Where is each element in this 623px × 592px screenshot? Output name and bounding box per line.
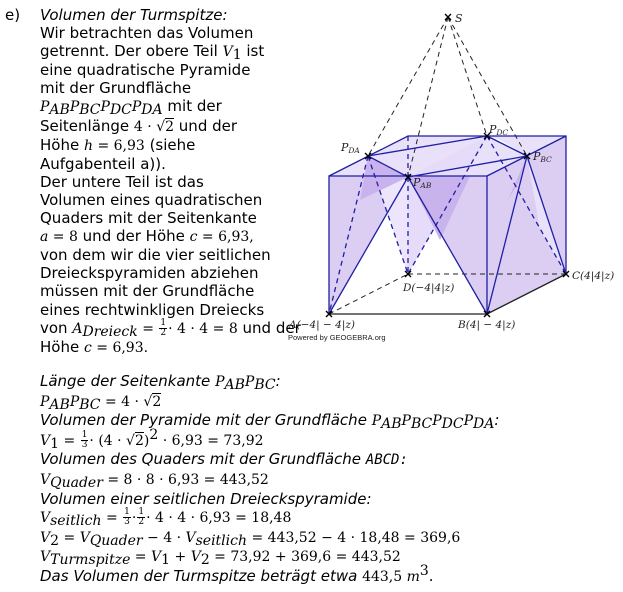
intro-text: [40, 6, 301, 357]
equation-line: $V_{Quader} = 8 \cdot 8 \cdot 6,93 = 443,52$: [40, 471, 269, 491]
calculation-block: [40, 372, 600, 587]
label-PBC: PBC: [533, 150, 552, 164]
label-D: D(−4|4|z): [403, 282, 455, 294]
exercise-label: e): [5, 6, 21, 24]
text-line: Höhe h = 6,93 (siehe: [40, 135, 196, 154]
text-line: von $A_{Dreieck}$ = $\frac{1}{2}$ · 4 · 4 = 8 und der: [40, 317, 301, 340]
section-heading: Volumen der Pyramide mit der Grundfläche $P_{AB}P_{BC}P_{DC}P_{DA}$:: [40, 411, 500, 433]
text-line: Volumen eines quadratischen: [40, 190, 263, 209]
label-S: S: [455, 12, 463, 25]
text-line: Quaders mit der Seitenkante: [40, 209, 257, 228]
geogebra-3d-diagram: [280, 0, 623, 345]
text-line: $P_{AB}P_{BC}P_{DC}P_{DA}$ mit der: [40, 97, 222, 119]
label-A: A(−4| − 4|z): [289, 319, 356, 331]
text-line: a = 8 und der Höhe c = 6,93,: [40, 227, 254, 246]
text-line: Der untere Teil ist das: [40, 172, 204, 191]
fraction: $\frac{1}{2}$: [160, 317, 167, 338]
section-heading: Volumen der Turmspitze:: [40, 6, 228, 24]
geogebra-credit: Powered by GEOGEBRA.org: [288, 333, 386, 342]
section-heading: Länge der Seitenkante $P_{AB}P_{BC}$:: [40, 372, 281, 393]
text-line: getrennt. Der obere Teil $V_1$ ist: [40, 42, 265, 64]
point-S-icon: [445, 14, 451, 20]
equation-line: $V_2 = V_{Quader} - 4 \cdot V_{seitlich} = 443,52 - 4 \cdot 18,48 = 369,6$: [40, 529, 461, 549]
text-line: von dem wir die vier seitlichen: [40, 246, 271, 265]
text-line: Aufgabenteil a)).: [40, 154, 166, 173]
text-line: eine quadratische Pyramide: [40, 61, 251, 80]
section-heading: Volumen einer seitlichen Dreieckspyramide:: [40, 489, 372, 508]
text-line: Wir betrachten das Volumen: [40, 24, 254, 43]
equation-line: $V_1$ = $\frac{1}{3}$ · $(4 \cdot √2)^2 \cdot 6,93 = 73,92$: [40, 426, 264, 452]
conclusion-line: Das Volumen der Turmspitze beträgt etwa 443,5 $m^3$.: [40, 562, 434, 585]
equation-line: $V_{Turmspitze} = V_1 + V_2 = 73,92 + 369,6 = 443,52$: [40, 549, 401, 569]
text-line: Dreieckspyramiden abziehen: [40, 264, 259, 283]
label-PAB: PAB: [413, 176, 432, 190]
label-PDA: PDA: [341, 141, 360, 155]
equation-line: $V_{seitlich}$ = $\frac{1}{3}$ · $\frac{1}{2}$ · 4 · 4 · 6,93 = 18,48: [40, 507, 292, 530]
text-line: eines rechtwinkligen Dreiecks: [40, 300, 265, 319]
text-line: Seitenlänge 4 · √2 und der: [40, 116, 238, 135]
section-heading: Volumen des Quaders mit der Grundfläche ABCD:: [40, 450, 408, 469]
label-C: C(4|4|z): [572, 270, 615, 282]
label-B: B(4| − 4|z): [458, 319, 516, 331]
text-line: Höhe c = 6,93.: [40, 337, 149, 356]
text-line: müssen mit der Grundfläche: [40, 282, 255, 301]
label-PDC: PDC: [489, 123, 509, 137]
equation-line: $P_{AB}P_{BC} = 4 \cdot √2$: [40, 393, 162, 413]
text-line: mit der Grundfläche: [40, 79, 192, 98]
